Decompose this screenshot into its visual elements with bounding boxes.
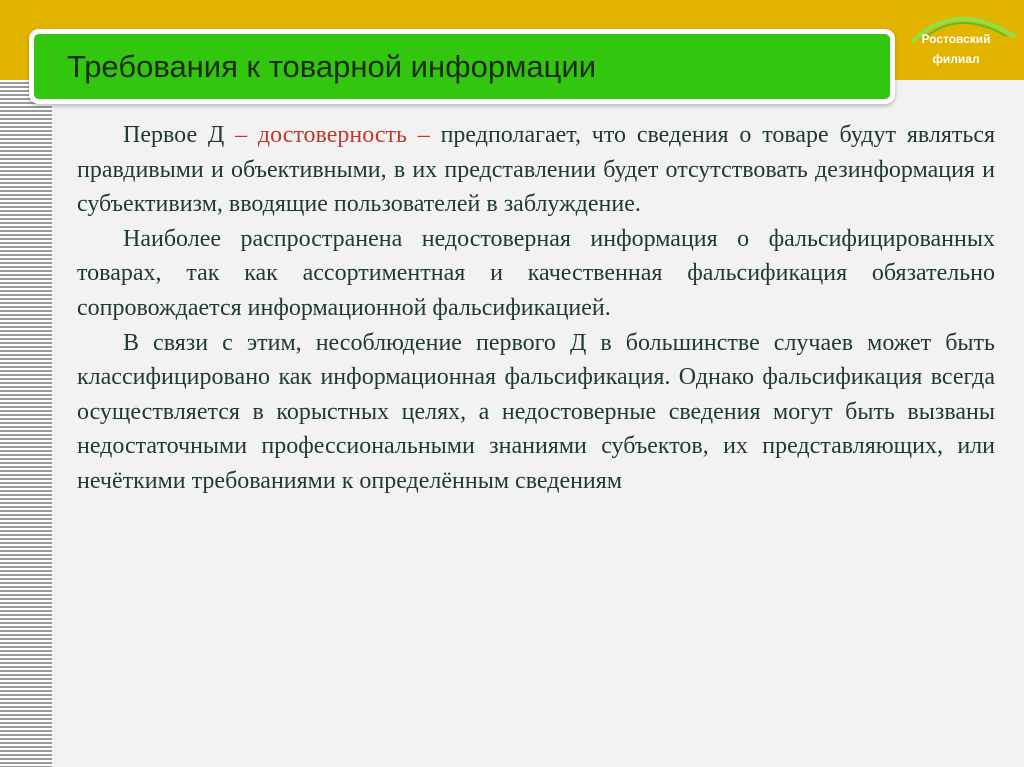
paragraph-3: В связи с этим, несоблюдение первого Д в большинстве случаев может быть классифицировано как информационная фальсификация. Однако фальсификация всегда осуществляется в корыстных целях, а недостоверные сведения могут быть вызваны недостаточными профессиональными знаниями субъектов, их представляющих, или нечёткими требованиями к определённым сведениям — [77, 329, 995, 494]
paragraph-1-start: Первое Д — [123, 122, 236, 148]
striped-left-margin — [0, 80, 52, 767]
paragraph-1-rest: предполагает, что сведения о товаре будут являться правдивыми и объективными, в их представлении будет отсутствовать дезинформация и субъективизм, вводящие пользователей в заблуждение. — [77, 122, 996, 218]
paragraph-2: Наиболее распространена недостоверная информация о фальсифицированных товарах, так как ассортиментная и качественная фальсификация обязательно сопровождается информационной фальсификацией. — [77, 225, 995, 321]
paragraph-1 — [77, 118, 995, 222]
term-highlight: – достоверность – — [235, 122, 430, 148]
logo-text-line2: филиал — [932, 52, 980, 66]
slide-body — [77, 118, 995, 499]
branch-logo — [906, 6, 1016, 72]
title-bar — [29, 29, 895, 104]
slide-title: Требования к товарной информации — [67, 49, 597, 84]
logo-text-line1: Ростовский — [921, 32, 991, 46]
